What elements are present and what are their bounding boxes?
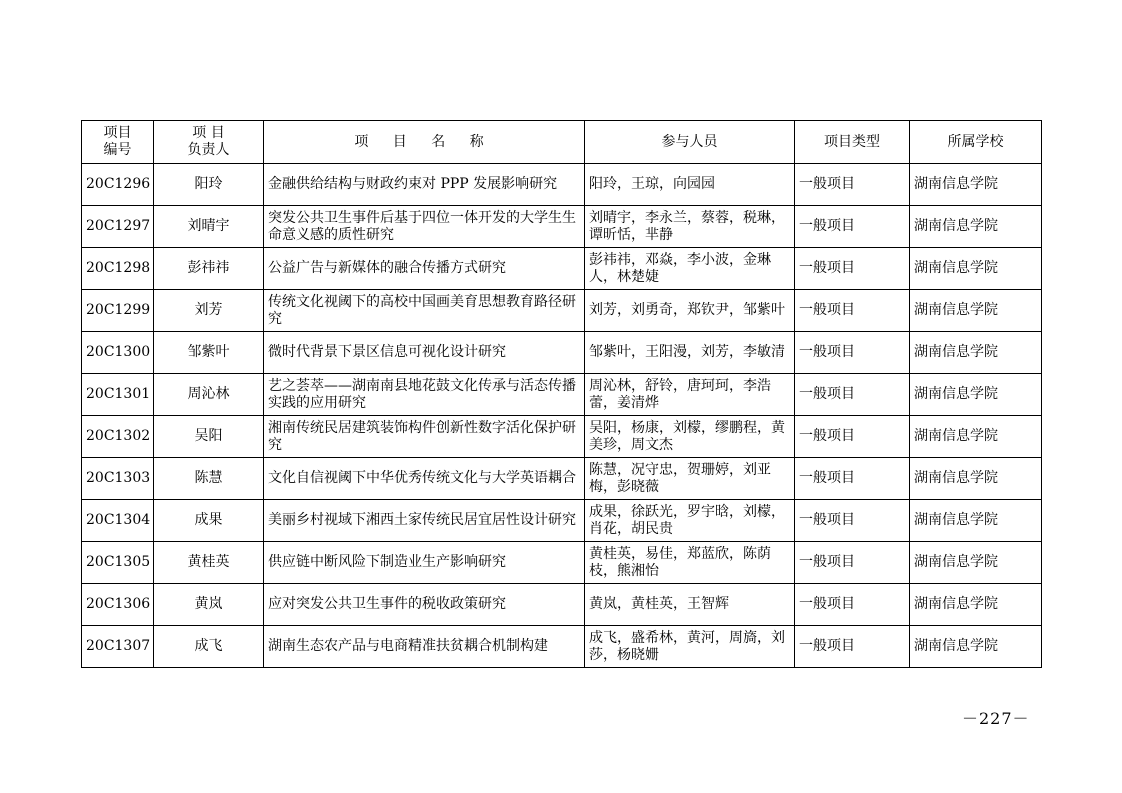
cell-project-id: 20C1300 xyxy=(82,332,154,374)
cell-project-lead: 刘芳 xyxy=(154,290,264,332)
header-project-lead xyxy=(154,121,264,164)
cell-school: 湖南信息学院 xyxy=(910,458,1042,500)
header-project-lead-line2: 负责人 xyxy=(187,142,230,158)
cell-project-lead: 黄岚 xyxy=(154,584,264,626)
header-project-name: 项 目 名 称 xyxy=(264,121,585,164)
table-row xyxy=(82,626,1042,668)
cell-project-name: 供应链中断风险下制造业生产影响研究 xyxy=(264,542,585,584)
cell-school: 湖南信息学院 xyxy=(910,542,1042,584)
table-body xyxy=(82,164,1042,668)
cell-project-id: 20C1307 xyxy=(82,626,154,668)
cell-project-type: 一般项目 xyxy=(795,332,910,374)
cell-project-lead: 彭祎祎 xyxy=(154,248,264,290)
table-row xyxy=(82,206,1042,248)
cell-participants: 刘晴宇，李永兰，蔡蓉，税琳，谭昕恬，芈静 xyxy=(585,206,795,248)
cell-participants: 黄桂英，易佳，郑蓝欣，陈荫枝，熊湘怡 xyxy=(585,542,795,584)
cell-project-type: 一般项目 xyxy=(795,458,910,500)
cell-school: 湖南信息学院 xyxy=(910,500,1042,542)
cell-project-type: 一般项目 xyxy=(795,500,910,542)
cell-project-name: 金融供给结构与财政约束对 PPP 发展影响研究 xyxy=(264,164,585,206)
cell-project-lead: 刘晴宇 xyxy=(154,206,264,248)
cell-school: 湖南信息学院 xyxy=(910,626,1042,668)
cell-project-type: 一般项目 xyxy=(795,416,910,458)
cell-project-type: 一般项目 xyxy=(795,542,910,584)
cell-project-name: 湘南传统民居建筑装饰构件创新性数字活化保护研究 xyxy=(264,416,585,458)
cell-school: 湖南信息学院 xyxy=(910,164,1042,206)
table-row xyxy=(82,290,1042,332)
cell-project-id: 20C1301 xyxy=(82,374,154,416)
cell-project-id: 20C1305 xyxy=(82,542,154,584)
cell-project-name: 文化自信视阈下中华优秀传统文化与大学英语耦合 xyxy=(264,458,585,500)
header-project-type: 项目类型 xyxy=(795,121,910,164)
cell-project-type: 一般项目 xyxy=(795,206,910,248)
cell-project-name: 微时代背景下景区信息可视化设计研究 xyxy=(264,332,585,374)
cell-project-lead: 阳玲 xyxy=(154,164,264,206)
cell-participants: 彭祎祎，邓焱，李小波，金琳人，林楚婕 xyxy=(585,248,795,290)
table-row xyxy=(82,332,1042,374)
cell-school: 湖南信息学院 xyxy=(910,290,1042,332)
cell-participants: 刘芳，刘勇奇，郑钦尹，邹紫叶 xyxy=(585,290,795,332)
cell-participants: 阳玲，王琼，向园园 xyxy=(585,164,795,206)
cell-participants: 邹紫叶，王阳漫，刘芳，李敏清 xyxy=(585,332,795,374)
cell-project-lead: 成果 xyxy=(154,500,264,542)
cell-school: 湖南信息学院 xyxy=(910,332,1042,374)
table-row xyxy=(82,416,1042,458)
cell-project-lead: 黄桂英 xyxy=(154,542,264,584)
cell-participants: 黄岚，黄桂英，王智辉 xyxy=(585,584,795,626)
cell-project-id: 20C1306 xyxy=(82,584,154,626)
cell-project-type: 一般项目 xyxy=(795,626,910,668)
cell-project-id: 20C1303 xyxy=(82,458,154,500)
table-row xyxy=(82,458,1042,500)
project-table xyxy=(81,120,1042,668)
header-project-id-line2: 编号 xyxy=(103,142,132,158)
header-participants: 参与人员 xyxy=(585,121,795,164)
cell-project-id: 20C1298 xyxy=(82,248,154,290)
header-project-lead-line1: 项 目 xyxy=(192,125,225,141)
cell-project-type: 一般项目 xyxy=(795,584,910,626)
cell-project-name: 突发公共卫生事件后基于四位一体开发的大学生生命意义感的质性研究 xyxy=(264,206,585,248)
cell-participants: 吴阳，杨康，刘檬，缪鹏程，黄美珍，周文杰 xyxy=(585,416,795,458)
cell-project-name: 美丽乡村视域下湘西土家传统民居宜居性设计研究 xyxy=(264,500,585,542)
cell-project-name: 公益广告与新媒体的融合传播方式研究 xyxy=(264,248,585,290)
header-project-id xyxy=(82,121,154,164)
cell-school: 湖南信息学院 xyxy=(910,416,1042,458)
cell-participants: 陈慧，况守忠，贺珊婷，刘亚梅，彭晓薇 xyxy=(585,458,795,500)
cell-project-type: 一般项目 xyxy=(795,374,910,416)
cell-project-name: 应对突发公共卫生事件的税收政策研究 xyxy=(264,584,585,626)
header-school: 所属学校 xyxy=(910,121,1042,164)
table-row xyxy=(82,584,1042,626)
cell-school: 湖南信息学院 xyxy=(910,374,1042,416)
cell-project-name: 湖南生态农产品与电商精准扶贫耦合机制构建 xyxy=(264,626,585,668)
cell-project-lead: 陈慧 xyxy=(154,458,264,500)
cell-participants: 成果，徐跃光，罗宇晗，刘檬，肖花，胡民贵 xyxy=(585,500,795,542)
cell-project-id: 20C1299 xyxy=(82,290,154,332)
cell-school: 湖南信息学院 xyxy=(910,584,1042,626)
cell-school: 湖南信息学院 xyxy=(910,248,1042,290)
cell-project-name: 传统文化视阈下的高校中国画美育思想教育路径研究 xyxy=(264,290,585,332)
table-row xyxy=(82,164,1042,206)
cell-project-id: 20C1297 xyxy=(82,206,154,248)
cell-project-id: 20C1304 xyxy=(82,500,154,542)
table-header-row xyxy=(82,121,1042,164)
cell-project-lead: 吴阳 xyxy=(154,416,264,458)
cell-project-id: 20C1296 xyxy=(82,164,154,206)
cell-project-type: 一般项目 xyxy=(795,290,910,332)
cell-participants: 周沁林，舒铃，唐珂珂，李浩蕾，姜清烨 xyxy=(585,374,795,416)
cell-project-id: 20C1302 xyxy=(82,416,154,458)
cell-project-lead: 周沁林 xyxy=(154,374,264,416)
table-row xyxy=(82,500,1042,542)
cell-project-lead: 成飞 xyxy=(154,626,264,668)
table-row xyxy=(82,542,1042,584)
cell-participants: 成飞，盛希林，黄河，周旖，刘莎，杨晓姗 xyxy=(585,626,795,668)
page-number: －227－ xyxy=(962,709,1030,728)
cell-project-lead: 邹紫叶 xyxy=(154,332,264,374)
table-row xyxy=(82,248,1042,290)
cell-project-type: 一般项目 xyxy=(795,248,910,290)
cell-school: 湖南信息学院 xyxy=(910,206,1042,248)
table-row xyxy=(82,374,1042,416)
cell-project-name: 艺之荟萃——湖南南县地花鼓文化传承与活态传播实践的应用研究 xyxy=(264,374,585,416)
header-project-id-line1: 项目 xyxy=(103,125,132,141)
cell-project-type: 一般项目 xyxy=(795,164,910,206)
